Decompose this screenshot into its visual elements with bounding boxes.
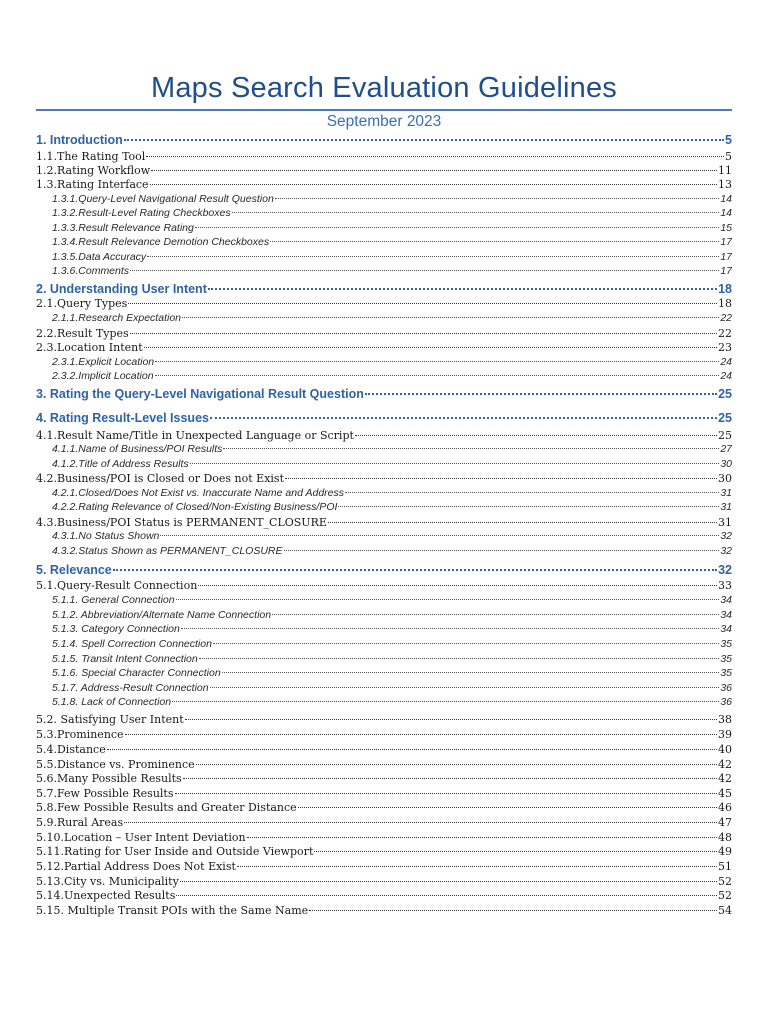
toc-entry-page: 45 [718, 787, 732, 800]
toc-entry-label: 5.10.Location – User Intent Deviation [36, 831, 246, 844]
toc-entry-level-2[interactable] [36, 816, 732, 829]
toc-dot-leader [270, 241, 719, 242]
toc-entry-page: 17 [720, 236, 732, 248]
toc-dot-leader [182, 317, 719, 318]
toc-dot-leader [130, 333, 717, 334]
toc-entry-label: 5.2. Satisfying User Intent [36, 713, 184, 726]
toc-entry-page: 48 [718, 831, 732, 844]
toc-entry-level-3[interactable] [36, 222, 732, 234]
toc-entry-page: 34 [720, 609, 732, 621]
toc-dot-leader [107, 749, 717, 750]
toc-dot-leader [285, 478, 717, 479]
toc-dot-leader [128, 303, 717, 304]
toc-entry-page: 36 [720, 682, 732, 694]
toc-entry-level-2[interactable] [36, 579, 732, 592]
toc-entry-level-2[interactable] [36, 297, 732, 310]
toc-entry-label: 1.3.5.Data Accuracy [52, 251, 147, 263]
toc-dot-leader [147, 256, 719, 257]
toc-entry-page: 17 [720, 265, 732, 277]
toc-entry-label: 5.5.Distance vs. Prominence [36, 758, 195, 771]
toc-entry-page: 35 [720, 667, 732, 679]
toc-dot-leader [272, 614, 719, 615]
toc-entry-level-2[interactable] [36, 429, 732, 442]
toc-entry-level-2[interactable] [36, 472, 732, 485]
toc-entry-level-3[interactable] [36, 207, 732, 219]
toc-entry-level-1[interactable] [36, 133, 732, 147]
toc-entry-page: 25 [718, 387, 732, 401]
title-divider [36, 109, 732, 111]
toc-dot-leader [175, 793, 718, 794]
toc-entry-level-3[interactable] [36, 251, 732, 263]
toc-entry-level-2[interactable] [36, 904, 732, 917]
toc-entry-level-2[interactable] [36, 758, 732, 771]
toc-entry-level-3[interactable] [36, 312, 732, 324]
toc-dot-leader [198, 585, 717, 586]
toc-entry-page: 42 [718, 772, 732, 785]
toc-entry-page: 35 [720, 638, 732, 650]
toc-entry-page: 13 [718, 178, 732, 191]
toc-entry-label: 5.11.Rating for User Inside and Outside Viewport [36, 845, 314, 858]
toc-entry-label: 5.1.Query-Result Connection [36, 579, 198, 592]
toc-entry-page: 34 [720, 623, 732, 635]
toc-entry-level-2[interactable] [36, 875, 732, 888]
toc-dot-leader [365, 393, 717, 395]
toc-entry-level-2[interactable] [36, 728, 732, 741]
toc-entry-label: 5. Relevance [36, 563, 112, 577]
toc-entry-level-2[interactable] [36, 516, 732, 529]
toc-dot-leader [124, 139, 724, 141]
toc-dot-leader [210, 687, 720, 688]
toc-dot-leader [146, 156, 724, 157]
toc-dot-leader [213, 643, 719, 644]
toc-entry-level-3[interactable] [36, 530, 732, 542]
toc-entry-label: 4.3.2.Status Shown as PERMANENT_CLOSURE [52, 545, 283, 557]
toc-entry-page: 47 [718, 816, 732, 829]
toc-entry-page: 32 [718, 563, 732, 577]
toc-entry-label: 5.12.Partial Address Does Not Exist [36, 860, 236, 873]
toc-entry-page: 18 [718, 297, 732, 310]
toc-entry-label: 5.1.8. Lack of Connection [52, 696, 172, 708]
toc-entry-page: 32 [720, 530, 732, 542]
toc-entry-level-2[interactable] [36, 327, 732, 340]
toc-entry-label: 1.3.6.Comments [52, 265, 130, 277]
toc-entry-level-3[interactable] [36, 638, 732, 650]
toc-entry-label: 1.1.The Rating Tool [36, 150, 146, 163]
toc-dot-leader [284, 550, 720, 551]
toc-entry-level-2[interactable] [36, 831, 732, 844]
toc-dot-leader [130, 270, 719, 271]
toc-entry-level-3[interactable] [36, 458, 732, 470]
toc-entry-level-3[interactable] [36, 609, 732, 621]
toc-entry-label: 4.1.Result Name/Title in Unexpected Language or Script [36, 429, 354, 442]
toc-dot-leader [180, 881, 717, 882]
toc-dot-leader [232, 212, 720, 213]
toc-entry-label: 2.3.2.Implicit Location [52, 370, 154, 382]
toc-dot-leader [355, 435, 717, 436]
toc-entry-label: 2.3.Location Intent [36, 341, 143, 354]
toc-entry-label: 1.3.3.Result Relevance Rating [52, 222, 194, 234]
toc-entry-level-3[interactable] [36, 236, 732, 248]
toc-entry-label: 5.14.Unexpected Results [36, 889, 176, 902]
toc-dot-leader [328, 522, 717, 523]
toc-entry-page: 32 [720, 545, 732, 557]
toc-dot-leader [144, 347, 717, 348]
toc-entry-label: 4.2.1.Closed/Does Not Exist vs. Inaccurate Name and Address [52, 487, 345, 499]
toc-dot-leader [314, 851, 717, 852]
toc-dot-leader [151, 170, 717, 171]
toc-entry-level-1[interactable] [36, 411, 732, 425]
toc-dot-leader [338, 506, 719, 507]
toc-entry-label: 4. Rating Result-Level Issues [36, 411, 209, 425]
toc-entry-page: 11 [718, 164, 732, 177]
toc-entry-level-3[interactable] [36, 370, 732, 382]
toc-dot-leader [222, 672, 720, 673]
toc-entry-page: 5 [725, 133, 732, 147]
toc-entry-page: 39 [718, 728, 732, 741]
toc-entry-page: 31 [720, 487, 732, 499]
toc-entry-label: 2. Understanding User Intent [36, 282, 207, 296]
toc-entry-level-1[interactable] [36, 387, 732, 401]
toc-entry-level-3[interactable] [36, 623, 732, 635]
toc-entry-page: 34 [720, 594, 732, 606]
toc-entry-page: 24 [720, 370, 732, 382]
toc-entry-page: 33 [718, 579, 732, 592]
toc-dot-leader [345, 492, 719, 493]
toc-entry-label: 4.1.2.Title of Address Results [52, 458, 189, 470]
toc-dot-leader [124, 822, 717, 823]
toc-entry-page: 38 [718, 713, 732, 726]
toc-entry-label: 5.13.City vs. Municipality [36, 875, 179, 888]
toc-entry-page: 17 [720, 251, 732, 263]
toc-dot-leader [176, 599, 720, 600]
toc-entry-level-2[interactable] [36, 713, 732, 726]
toc-entry-label: 5.15. Multiple Transit POIs with the Same Name [36, 904, 309, 917]
toc-entry-label: 4.3.1.No Status Shown [52, 530, 160, 542]
toc-entry-level-2[interactable] [36, 341, 732, 354]
toc-entry-level-2[interactable] [36, 178, 732, 191]
toc-entry-level-2[interactable] [36, 860, 732, 873]
toc-entry-page: 36 [720, 696, 732, 708]
toc-entry-label: 5.1.6. Special Character Connection [52, 667, 221, 679]
toc-entry-page: 42 [718, 758, 732, 771]
toc-dot-leader [309, 910, 717, 911]
toc-entry-page: 31 [718, 516, 732, 529]
toc-dot-leader [183, 778, 717, 779]
toc-entry-level-2[interactable] [36, 772, 732, 785]
toc-entry-page: 52 [718, 875, 732, 888]
toc-entry-page: 22 [718, 327, 732, 340]
toc-entry-label: 5.1.4. Spell Correction Connection [52, 638, 212, 650]
toc-entry-label: 1.3.Rating Interface [36, 178, 149, 191]
toc-entry-level-2[interactable] [36, 889, 732, 902]
toc-entry-level-3[interactable] [36, 501, 732, 513]
toc-entry-level-1[interactable] [36, 563, 732, 577]
toc-entry-label: 4.1.1.Name of Business/POI Results [52, 443, 223, 455]
toc-entry-page: 25 [718, 429, 732, 442]
toc-entry-page: 30 [720, 458, 732, 470]
toc-dot-leader [247, 837, 717, 838]
toc-entry-page: 15 [720, 222, 732, 234]
toc-entry-label: 1. Introduction [36, 133, 123, 147]
toc-entry-level-3[interactable] [36, 356, 732, 368]
toc-dot-leader [125, 734, 717, 735]
toc-dot-leader [298, 807, 717, 808]
toc-entry-level-2[interactable] [36, 743, 732, 756]
toc-dot-leader [237, 866, 717, 867]
toc-dot-leader [160, 535, 719, 536]
toc-entry-page: 18 [718, 282, 732, 296]
toc-entry-level-3[interactable] [36, 696, 732, 708]
toc-dot-leader [275, 198, 720, 199]
toc-dot-leader [176, 895, 717, 896]
toc-entry-page: 14 [720, 207, 732, 219]
toc-entry-label: 2.3.1.Explicit Location [52, 356, 155, 368]
toc-entry-label: 5.1.2. Abbreviation/Alternate Name Connection [52, 609, 272, 621]
toc-entry-level-3[interactable] [36, 265, 732, 277]
toc-dot-leader [195, 227, 719, 228]
toc-entry-level-2[interactable] [36, 164, 732, 177]
toc-entry-level-2[interactable] [36, 801, 732, 814]
toc-entry-label: 5.6.Many Possible Results [36, 772, 182, 785]
toc-entry-level-2[interactable] [36, 787, 732, 800]
toc-entry-page: 24 [720, 356, 732, 368]
toc-entry-level-3[interactable] [36, 653, 732, 665]
toc-entry-label: 1.3.2.Result-Level Rating Checkboxes [52, 207, 231, 219]
toc-entry-level-3[interactable] [36, 443, 732, 455]
toc-dot-leader [208, 288, 717, 290]
toc-entry-level-2[interactable] [36, 150, 732, 163]
toc-entry-level-3[interactable] [36, 682, 732, 694]
toc-entry-level-3[interactable] [36, 667, 732, 679]
toc-entry-page: 51 [718, 860, 732, 873]
toc-dot-leader [190, 463, 720, 464]
toc-entry-page: 49 [718, 845, 732, 858]
toc-entry-page: 14 [720, 193, 732, 205]
toc-entry-label: 5.8.Few Possible Results and Greater Distance [36, 801, 297, 814]
toc-entry-level-3[interactable] [36, 193, 732, 205]
toc-entry-label: 5.3.Prominence [36, 728, 124, 741]
toc-dot-leader [172, 701, 719, 702]
toc-entry-page: 25 [718, 411, 732, 425]
toc-entry-label: 2.1.Query Types [36, 297, 128, 310]
toc-dot-leader [113, 569, 717, 571]
toc-entry-page: 23 [718, 341, 732, 354]
toc-entry-label: 4.3.Business/POI Status is PERMANENT_CLOSURE [36, 516, 327, 529]
toc-entry-page: 22 [720, 312, 732, 324]
toc-entry-page: 40 [718, 743, 732, 756]
toc-entry-label: 2.2.Result Types [36, 327, 129, 340]
toc-dot-leader [199, 658, 720, 659]
toc-entry-level-2[interactable] [36, 845, 732, 858]
toc-entry-label: 5.4.Distance [36, 743, 106, 756]
toc-entry-page: 46 [718, 801, 732, 814]
toc-dot-leader [155, 361, 719, 362]
toc-entry-page: 30 [718, 472, 732, 485]
toc-entry-label: 5.1.7. Address-Result Connection [52, 682, 209, 694]
toc-entry-label: 1.2.Rating Workflow [36, 164, 151, 177]
toc-entry-label: 3. Rating the Query-Level Navigational Result Question [36, 387, 364, 401]
toc-entry-label: 5.1.1. General Connection [52, 594, 175, 606]
document-date: September 2023 [326, 113, 442, 130]
toc-entry-page: 54 [718, 904, 732, 917]
toc-dot-leader [155, 375, 720, 376]
toc-entry-label: 2.1.1.Research Expectation [52, 312, 181, 324]
toc-dot-leader [181, 628, 719, 629]
toc-dot-leader [185, 719, 717, 720]
toc-entry-level-3[interactable] [36, 545, 732, 557]
toc-entry-page: 31 [720, 501, 732, 513]
toc-entry-page: 5 [725, 150, 732, 163]
toc-dot-leader [150, 184, 717, 185]
toc-entry-label: 1.3.1.Query-Level Navigational Result Question [52, 193, 274, 205]
toc-dot-leader [210, 417, 717, 419]
toc-entry-label: 4.2.Business/POI is Closed or Does not Exist [36, 472, 284, 485]
toc-entry-level-1[interactable] [36, 282, 732, 296]
toc-entry-label: 5.7.Few Possible Results [36, 787, 174, 800]
toc-entry-label: 5.1.5. Transit Intent Connection [52, 653, 198, 665]
toc-entry-label: 5.9.Rural Areas [36, 816, 124, 829]
toc-entry-level-3[interactable] [36, 594, 732, 606]
toc-dot-leader [196, 764, 717, 765]
toc-dot-leader [223, 448, 719, 449]
toc-entry-level-3[interactable] [36, 487, 732, 499]
toc-entry-label: 4.2.2.Rating Relevance of Closed/Non-Existing Business/POI [52, 501, 338, 513]
toc-entry-label: 5.1.3. Category Connection [52, 623, 180, 635]
document-title: Maps Search Evaluation Guidelines [150, 72, 618, 104]
toc-entry-label: 1.3.4.Result Relevance Demotion Checkboxes [52, 236, 270, 248]
toc-entry-page: 52 [718, 889, 732, 902]
toc-entry-page: 35 [720, 653, 732, 665]
toc-entry-page: 27 [720, 443, 732, 455]
